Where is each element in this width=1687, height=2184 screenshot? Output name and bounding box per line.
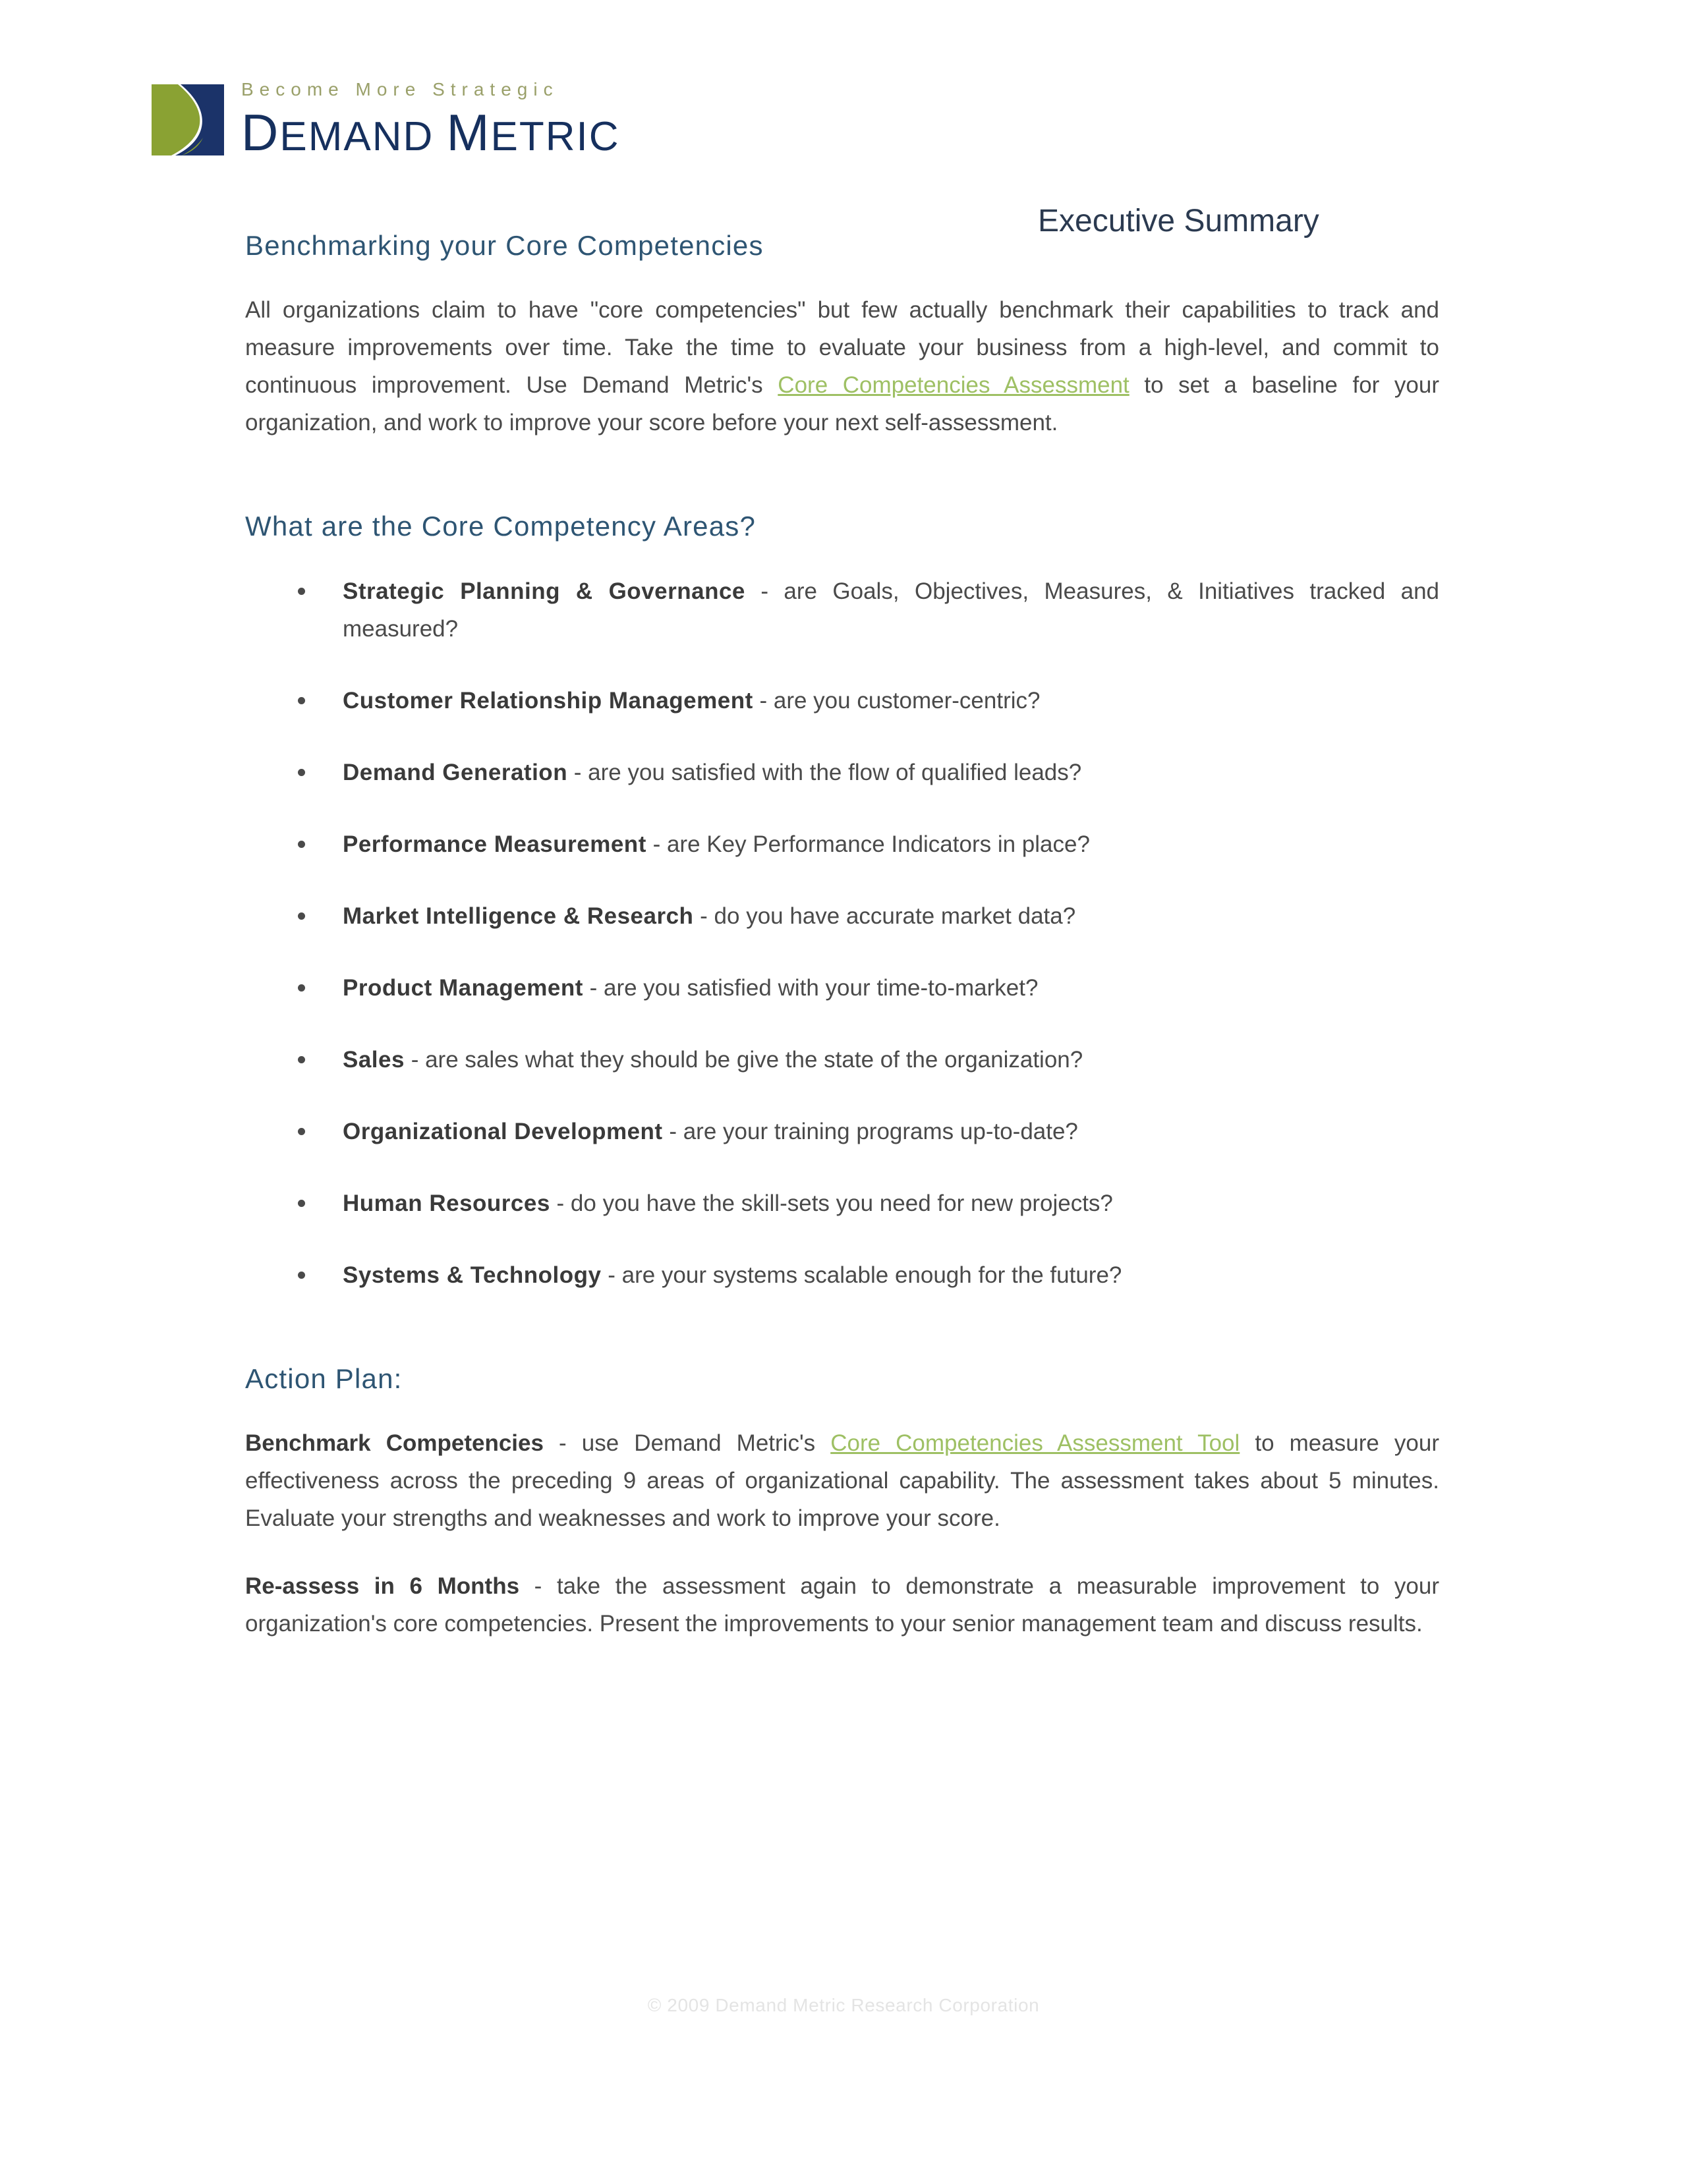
bullet-icon: [298, 769, 305, 776]
action-item-text: - take the assessment again to demonstrate a measurable improvement to your organization's core competencies. Present the improvements to your senior management team and discuss results.: [245, 1573, 1440, 1637]
logo-m-cap: M: [446, 103, 491, 161]
heading-action-plan: Action Plan:: [245, 1362, 403, 1394]
competency-list: [245, 573, 1439, 1294]
list-item-title: Human Resources: [343, 1190, 550, 1216]
list-item-title: Sales: [343, 1046, 405, 1073]
logo-metric-rest: ETRIC: [490, 114, 620, 159]
bullet-icon: [298, 841, 305, 848]
list-item-description: - are Key Performance Indicators in place?: [646, 831, 1090, 857]
bullet-icon: [298, 1200, 305, 1207]
bullet-icon: [298, 984, 305, 992]
list-item: [293, 682, 1439, 719]
list-item: [293, 1113, 1439, 1150]
list-item-title: Market Intelligence & Research: [343, 903, 694, 929]
intro-text-before-link: All organizations claim to have "core competencies" but few actually benchmark their capabilities to track and measure improvements over time. Take the time to evaluate your business from a high-level, and commit to continuous improvement. Use Demand Metric's: [245, 297, 1439, 399]
action-item-title: Re-assess in 6 Months: [245, 1573, 520, 1600]
action-item-text-before-link: - use Demand Metric's: [543, 1430, 831, 1457]
list-item-title: Customer Relationship Management: [343, 687, 753, 714]
list-item-title: Product Management: [343, 974, 583, 1001]
intro-text-after-link: to set a baseline for your organization, and work to improve your score before your next self-assessment.: [245, 372, 1439, 436]
logo-tagline: Become More Strategic: [241, 79, 559, 99]
list-item-description: - are you customer-centric?: [753, 687, 1041, 714]
bullet-icon: [298, 697, 305, 704]
bullet-icon: [298, 588, 305, 595]
list-item: [293, 1256, 1439, 1294]
core-competencies-assessment-tool-link[interactable]: Core Competencies Assessment Tool: [830, 1430, 1240, 1457]
list-item-description: - are you satisfied with your time-to-market?: [583, 974, 1039, 1001]
spacer: [245, 441, 1439, 510]
list-item: [293, 969, 1439, 1007]
document-header: [0, 78, 1687, 238]
action-item-title: Benchmark Competencies: [245, 1430, 544, 1457]
logo-d-cap: D: [241, 103, 280, 161]
bullet-icon: [298, 912, 305, 920]
list-item-description: - do you have the skill-sets you need for new projects?: [550, 1190, 1113, 1216]
list-item: [293, 1041, 1439, 1078]
bullet-icon: [298, 1272, 305, 1279]
list-item: [293, 573, 1439, 648]
bullet-icon: [298, 1128, 305, 1135]
list-item: [293, 754, 1439, 791]
list-item-title: Organizational Development: [343, 1118, 663, 1144]
list-item-description: - are Goals, Objectives, Measures, & Initiatives tracked and measured?: [343, 578, 1440, 642]
list-item-description: - are you satisfied with the flow of qualified leads?: [567, 759, 1082, 785]
demand-metric-logo: [152, 78, 620, 161]
heading-benchmarking: Benchmarking your Core Competencies: [245, 230, 764, 261]
action-plan-item-reassess: [245, 1567, 1439, 1642]
list-item-description: - do you have accurate market data?: [693, 903, 1076, 929]
footer-copyright: © 2009 Demand Metric Research Corporation: [647, 1995, 1040, 2015]
demand-metric-logo-icon: [152, 83, 225, 157]
logo-demand-rest: EMAND: [279, 114, 434, 159]
list-item-title: Demand Generation: [343, 759, 568, 785]
document-type-title: Executive Summary: [1038, 204, 1319, 238]
demand-metric-wordmark: [241, 78, 620, 161]
heading-competency-areas: What are the Core Competency Areas?: [245, 511, 757, 542]
list-item: [293, 897, 1439, 935]
list-item: [293, 1185, 1439, 1222]
list-item-description: - are your training programs up-to-date?: [662, 1118, 1078, 1144]
intro-paragraph: [245, 291, 1439, 441]
list-item-description: - are sales what they should be give the state of the organization?: [404, 1046, 1083, 1073]
core-competencies-assessment-link[interactable]: Core Competencies Assessment: [778, 372, 1129, 399]
list-item-title: Systems & Technology: [343, 1262, 602, 1288]
document-body: [245, 229, 1439, 1642]
action-plan-item-benchmark: [245, 1424, 1439, 1537]
bullet-icon: [298, 1056, 305, 1063]
list-item-title: Performance Measurement: [343, 831, 646, 857]
list-item-title: Strategic Planning & Governance: [343, 578, 745, 604]
list-item: [293, 826, 1439, 863]
list-item-description: - are your systems scalable enough for the future?: [601, 1262, 1122, 1288]
spacer: [245, 1294, 1439, 1362]
logo-company-name: [241, 103, 620, 161]
action-item-text-after-link: to measure your effectiveness across the preceding 9 areas of organizational capability. The assessment takes about 5 minutes. Evaluate your strengths and weaknesses and work to improve your score.: [245, 1430, 1439, 1532]
